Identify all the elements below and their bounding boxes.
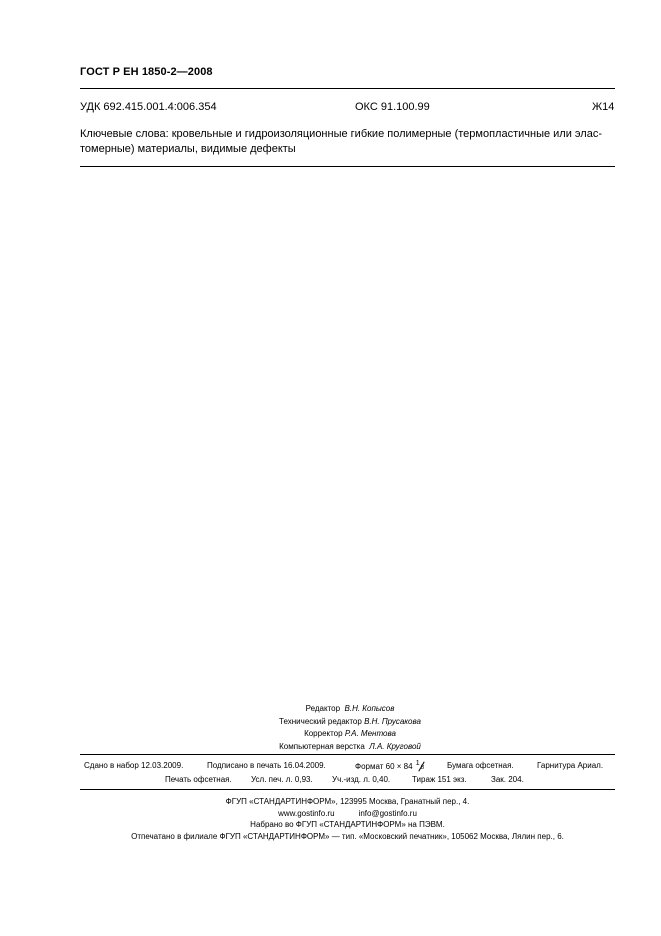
publishing-sheets: Уч.-изд. л. 0,40. bbox=[332, 775, 391, 784]
publisher-email[interactable]: info@gostinfo.ru bbox=[358, 808, 417, 818]
format-fraction bbox=[415, 761, 427, 771]
tech-editor-name: В.Н. Прусакова bbox=[364, 716, 421, 726]
corrector-row bbox=[200, 728, 500, 741]
signed-date: Подписано в печать 16.04.2009. bbox=[207, 761, 326, 770]
print-rule bbox=[80, 754, 615, 755]
print-run: Тираж 151 экз. bbox=[412, 775, 467, 784]
editor-row bbox=[200, 703, 500, 716]
publisher-rule bbox=[80, 789, 615, 790]
tech-editor-label: Технический редактор bbox=[279, 716, 362, 726]
keywords-line-1: Ключевые слова: кровельные и гидроизоляционные гибкие полимерные (термопластичные или элас- bbox=[80, 128, 602, 140]
standard-designation: ГОСТ Р ЕН 1850-2—2008 bbox=[80, 66, 213, 78]
format-prefix: Формат 60 × 84 bbox=[355, 762, 413, 771]
format-numerator: 1 bbox=[415, 760, 420, 767]
order-number: Зак. 204. bbox=[491, 775, 524, 784]
publisher-website[interactable]: www.gostinfo.ru bbox=[278, 808, 335, 818]
printing-method: Печать офсетная. bbox=[165, 775, 232, 784]
print-format bbox=[355, 761, 427, 771]
typeset-info: Набрано во ФГУП «СТАНДАРТИНФОРМ» на ПЭВМ. bbox=[250, 820, 445, 829]
corrector-label: Корректор bbox=[304, 729, 343, 738]
header-rule bbox=[80, 88, 615, 89]
printed-info: Отпечатано в филиале ФГУП «СТАНДАРТИНФОРМ» — тип. «Московский печатник», 105062 Москва, Лялин пер., 6. bbox=[131, 831, 564, 841]
publisher-block bbox=[80, 796, 615, 842]
credits-block bbox=[200, 703, 500, 753]
layout-name: Л.А. Круговой bbox=[369, 741, 421, 751]
print-sheets: Усл. печ. л. 0,93. bbox=[251, 775, 313, 784]
publisher-contacts bbox=[80, 808, 615, 820]
editor-label: Редактор bbox=[305, 704, 341, 713]
keywords-block bbox=[80, 127, 615, 157]
submitted-date: Сдано в набор 12.03.2009. bbox=[84, 761, 184, 770]
classification-code: Ж14 bbox=[592, 101, 615, 113]
format-denominator: 8 bbox=[420, 765, 425, 771]
paper-type: Бумага офсетная. bbox=[447, 761, 514, 770]
oks-code: ОКС 91.100.99 bbox=[355, 101, 430, 113]
editor-name: В.Н. Копысов bbox=[344, 704, 395, 713]
keywords-line-2: томерные) материалы, видимые дефекты bbox=[80, 143, 296, 155]
corrector-name: Р.А. Ментова bbox=[344, 729, 396, 738]
layout-label: Компьютерная верстка bbox=[279, 741, 365, 751]
tech-editor-row bbox=[200, 716, 500, 729]
layout-row bbox=[200, 741, 500, 754]
publisher-address: ФГУП «СТАНДАРТИНФОРМ», 123995 Москва, Гранатный пер., 4. bbox=[225, 797, 470, 806]
keywords-rule bbox=[80, 166, 615, 167]
udc-code: УДК 692.415.001.4:006.354 bbox=[80, 101, 217, 113]
font-type: Гарнитура Ариал. bbox=[537, 761, 604, 770]
